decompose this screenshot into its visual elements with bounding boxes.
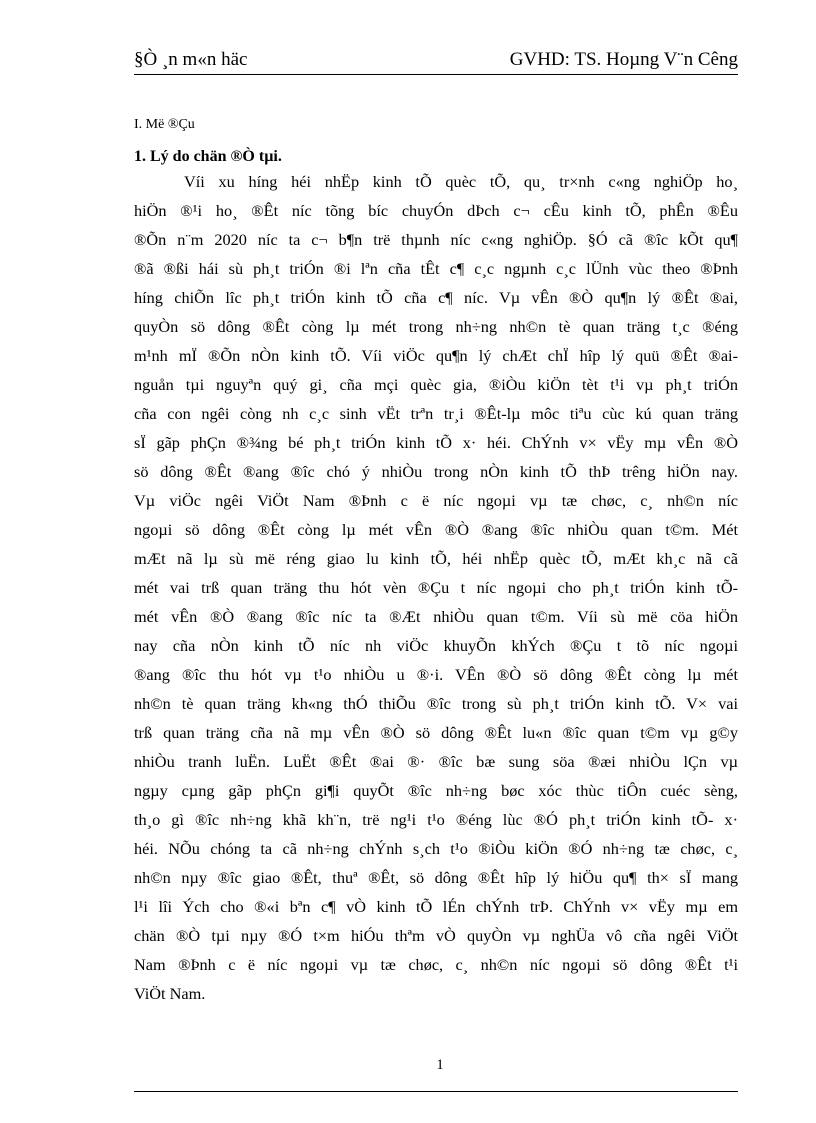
text-line: nh©n tè quan träng kh«ng thÓ thiÕu ®îc trong sù ph¸t triÓn kinh tÕ. V× vai [134,694,738,713]
text-line: nhiÒu tranh luËn. LuËt ®Êt ®ai ®· ®îc bæ sung söa ®æi nhiÒu lÇn vµ [134,752,738,771]
text-line: cña con ngêi còng nh c¸c sinh vËt trªn tr¸i ®Êt-lµ môc tiªu cùc kú quan träng [134,404,738,423]
text-line: Víi xu híng héi nhËp kinh tÕ quèc tÕ, qu¸ tr×nh c«ng nghiÖp ho¸ [184,172,738,191]
text-line: m¹nh mÏ ®Õn nÒn kinh tÕ. Víi viÖc qu¶n lý chÆt chÏ hîp lý quü ®Êt ®ai- [134,346,738,365]
text-line: quyÒn sö dông ®Êt còng lµ mét trong nh÷ng nh©n tè quan träng t¸c ®éng [134,317,738,336]
text-line: mét vÊn ®Ò ®ang ®îc níc ta ®Æt nhiÒu quan t©m. Víi sù më cöa hiÖn [134,607,738,626]
text-line: nguån tµi nguyªn quý gi¸ cña mçi quèc gia, ®iÒu kiÖn tèt t¹i vµ ph¸t triÓn [134,375,738,394]
text-line: ngµy cµng gãp phÇn gi¶i quyÕt ®îc nh÷ng bøc xóc thùc tiÔn cuéc sèng, [134,781,738,800]
text-line: sÏ gãp phÇn ®¾ng bé ph¸t triÓn kinh tÕ x· héi. ChÝnh v× vËy mµ vÊn ®Ò [134,433,738,452]
body-paragraph [134,167,738,1008]
text-line: th¸o gì ®îc nh÷ng khã kh¨n, trë ng¹i t¹o ®éng lùc ®Ó ph¸t triÓn kinh tÕ- x· [134,810,738,829]
header-rule [134,74,738,75]
text-line: ®ang ®îc thu hót vµ t¹o nhiÒu u ®·i. VÊn ®Ò sö dông ®Êt còng lµ mét [134,665,738,684]
header-advisor: GVHD: TS. Hoµng V¨n Cêng [509,49,738,70]
text-line: híng chiÕn lîc ph¸t triÓn kinh tÕ cña c¶ níc. Vµ vÊn ®Ò qu¶n lý ®Êt ®ai, [134,288,738,307]
text-line: ®Õn n¨m 2020 níc ta c¬ b¶n trë thµnh níc c«ng nghiÖp. §Ó cã ®îc kÕt qu¶ [134,230,738,249]
text-line: ®ã ®ßi hái sù ph¸t triÓn ®i lªn cña tÊt c¶ c¸c ngµnh c¸c lÜnh vùc theo ®Þnh [134,259,738,278]
text-line: Vµ viÖc ngêi ViÖt Nam ®Þnh c ë níc ngoµi vµ tæ chøc, c¸ nh©n níc [134,491,738,510]
section-heading: I. Më ®Çu [134,117,195,132]
text-line: sö dông ®Êt ®ang ®îc chó ý nhiÒu trong nÒn kinh tÕ thÞ trêng hiÖn nay. [134,462,738,481]
text-line: mét vai trß quan träng thu hót vèn ®Çu t níc ngoµi cho ph¸t triÓn kinh tÕ- [134,578,738,597]
text-line: nh©n nµy ®îc giao ®Êt, thuª ®Êt, sö dông ®Êt hîp lý hiÖu qu¶ th× sÏ mang [134,868,738,887]
text-line: héi. NÕu chóng ta cã nh÷ng chÝnh s¸ch t¹o ®iÒu kiÖn ®Ó nh÷ng tæ chøc, c¸ [134,839,738,858]
header-course-title: §Ò ¸n m«n häc [134,49,248,70]
text-line: nay cña nÒn kinh tÕ níc nh viÖc khuyÕn khÝch ®Çu t tõ níc ngoµi [134,636,738,655]
page-number: 1 [436,1057,444,1073]
text-line: mÆt nã lµ sù më réng giao lu kinh tÕ, héi nhËp quèc tÕ, mÆt kh¸c nã cã [134,549,738,568]
text-line: ViÖt Nam. [134,984,206,1003]
subsection-heading: 1. Lý do chän ®Ò tµi. [134,148,282,165]
footer-rule [134,1091,738,1092]
page-header [134,46,738,74]
text-line: Nam ®Þnh c ë níc ngoµi vµ tæ chøc, c¸ nh©n níc ngoµi sö dông ®Êt t¹i [134,955,738,974]
text-line: trß quan träng cña nã mµ vÊn ®Ò sö dông ®Êt lu«n ®îc quan t©m vµ g©y [134,723,738,742]
text-line: chän ®Ò tµi nµy ®Ó t×m hiÓu thªm vÒ quyÒn vµ nghÜa vô cña ngêi ViÖt [134,926,738,945]
text-line: ngoµi sö dông ®Êt còng lµ mét vÊn ®Ò ®ang ®îc nhiÒu quan t©m. Mét [134,520,738,539]
text-line: hiÖn ®¹i ho¸ ®Êt níc tõng bíc chuyÓn dÞch c¬ cÊu kinh tÕ, phÊn ®Êu [134,201,738,220]
text-line: l¹i lîi Ých cho ®«i bªn c¶ vÒ kinh tÕ lÉn chÝnh trÞ. ChÝnh v× vËy mµ em [134,897,738,916]
